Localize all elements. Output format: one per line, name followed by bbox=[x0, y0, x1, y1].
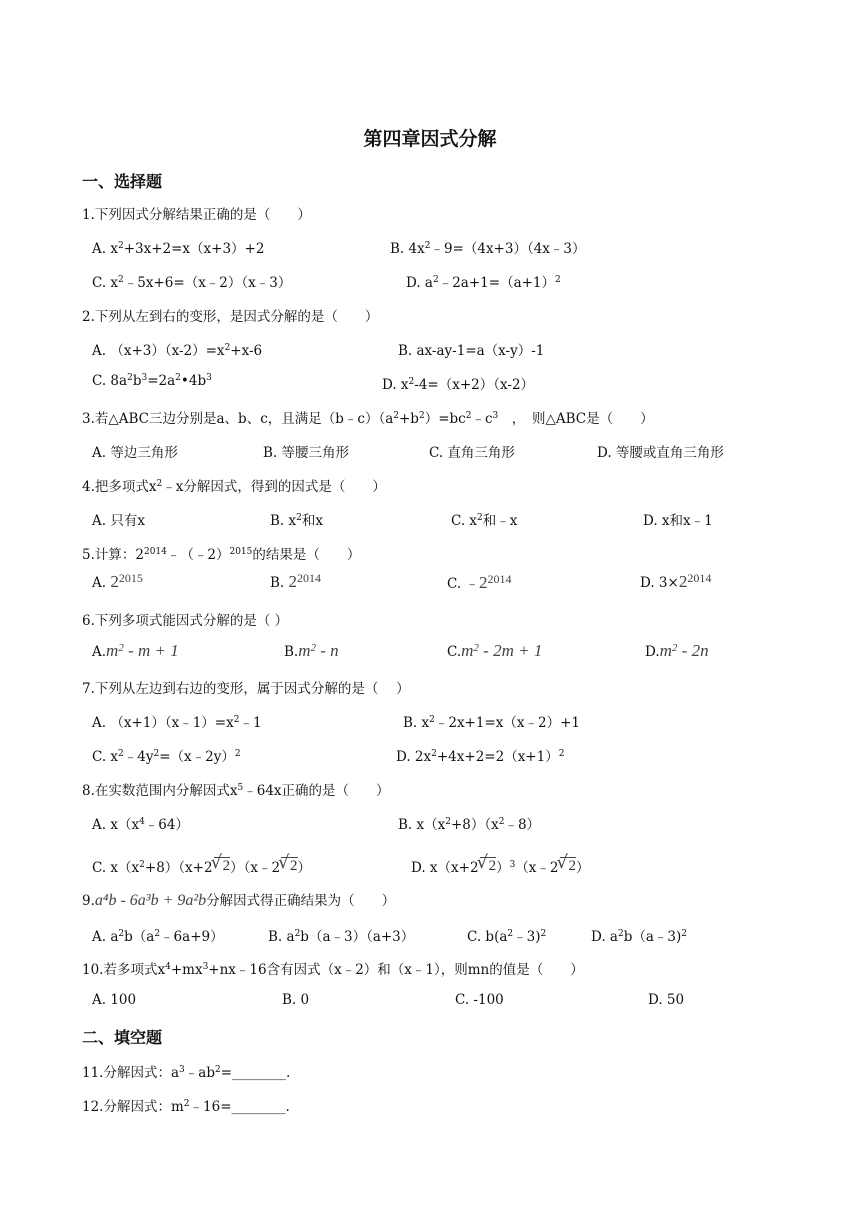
question-11: 11.分解因式：$a^3﹣ab^2=\_\_\_\_\_\_\_\_$. bbox=[82, 1065, 291, 1081]
question-7-option-a: A. $(x+1)(x﹣1)=x^2﹣1$ bbox=[92, 715, 262, 731]
question-2-option-a: A. $(x+3)(x-2)=x^2+x-6$ bbox=[92, 343, 263, 359]
question-2-option-b: B. ax-ay-1=a（x-y）-1 bbox=[398, 343, 545, 359]
question-7-option-c: C. $x^2﹣4y^2=(x﹣2y)^2$ bbox=[92, 749, 241, 765]
question-5-option-b: B. $2^{2014}$ bbox=[270, 571, 322, 591]
question-1-option-c: C. $x^2﹣5x+6=(x﹣2)(x﹣3)$ bbox=[92, 275, 292, 291]
question-5-option-a: A. $2^{2015}$ bbox=[92, 571, 143, 591]
question-1-stem: 1.下列因式分解结果正确的是（ ） bbox=[82, 207, 311, 223]
question-6-stem: 6.下列多项式能因式分解的是（ ） bbox=[82, 613, 289, 629]
sqrt-symbol: √ 2 bbox=[214, 857, 231, 874]
question-5-stem: 5.计算：$2^{2014}﹣(﹣2)^{2015}$的结果是（ ） bbox=[82, 547, 361, 563]
question-7-option-b: B. $x^2﹣2x+1=x(x﹣2)+1$ bbox=[403, 715, 580, 731]
question-8-option-c: C. $x(x^2+8)(x+2√$ 2）（x﹣2√ 2） bbox=[92, 856, 311, 876]
polynomial-expression: a⁴b - 6a³b + 9a²b bbox=[94, 892, 207, 909]
question-9-option-c: C. $b(a^2﹣3)^2$ bbox=[467, 929, 547, 945]
question-5-option-c: C. $﹣2^{2014}$ bbox=[447, 572, 512, 592]
question-8-stem: 8.在实数范围内分解因式$x^5﹣64x$正确的是（ ） bbox=[82, 783, 390, 799]
question-2-option-c: C. $8a^2b^3=2a^2•4b^3$ bbox=[92, 373, 212, 389]
question-3-option-d: D. 等腰或直角三角形 bbox=[597, 445, 724, 461]
question-3-option-c: C. 直角三角形 bbox=[429, 445, 515, 461]
question-6-option-c: $C.m^2 - 2m + 1$ bbox=[447, 641, 543, 660]
question-7-option-d: D. $2x^2+4x+2=2(x+1)^2$ bbox=[396, 749, 565, 765]
question-5-option-d: D. $3\times 2^{2014}$ bbox=[640, 571, 712, 591]
question-10-stem: 10.若多项式$x^4+mx^3+nx﹣16$含有因式（x﹣2）和（x﹣1），则mn的值是（ ） bbox=[82, 962, 584, 978]
question-1-option-d: D. $a^2﹣2a+1=(a+1)^2$ bbox=[406, 275, 561, 291]
question-3-stem: 3.若△ABC三边分别是a、b、c，且满足$(b﹣c)(a^2+b^2)=bc^2﹣c^3$ ， 则△ABC是（ ） bbox=[82, 411, 654, 427]
question-6-option-d: $D.m^2 - 2n$ bbox=[645, 641, 709, 660]
question-4-option-b: B. $x^2$和x bbox=[270, 513, 323, 529]
question-9-option-a: A. $a^2b(a^2﹣6a+9)$ bbox=[92, 929, 224, 945]
sqrt-symbol: √ 2 bbox=[281, 857, 298, 874]
sqrt-symbol: √ 2 bbox=[560, 857, 577, 874]
question-9-option-b: B. $a^2b(a﹣3)(a+3)$ bbox=[268, 929, 415, 945]
question-10-option-b: B. 0 bbox=[282, 992, 310, 1008]
question-3-option-b: B. 等腰三角形 bbox=[263, 445, 350, 461]
question-1-option-b: B. $4x^2﹣9=(4x+3)(4x﹣3)$ bbox=[390, 241, 586, 257]
question-7-stem: 7.下列从左边到右边的变形，属于因式分解的是（ ） bbox=[82, 681, 410, 697]
question-10-option-a: A. 100 bbox=[92, 992, 137, 1008]
question-1-option-a: A. $x^2+3x+2=x(x+3)+2$ bbox=[92, 241, 265, 257]
question-3-option-a: A. 等边三角形 bbox=[92, 445, 178, 461]
question-4-stem: 4.把多项式$x^2﹣x$分解因式，得到的因式是（ ） bbox=[82, 479, 386, 495]
question-4-option-c: C. $x^2$和﹣x bbox=[451, 513, 518, 529]
question-4-option-d: D. x和x﹣1 bbox=[643, 513, 713, 529]
section-heading-fill: 二、填空题 bbox=[82, 1028, 163, 1047]
question-10-option-d: D. 50 bbox=[648, 992, 685, 1008]
question-2-stem: 2.下列从左到右的变形，是因式分解的是（ ） bbox=[82, 309, 379, 325]
question-8-option-a: A. $x(x^4﹣64)$ bbox=[92, 817, 189, 833]
question-4-option-a: A. 只有x bbox=[92, 513, 145, 529]
page-title: 第四章因式分解 bbox=[363, 128, 497, 150]
question-2-option-d: D. $x^2-4=(x+2)(x-2)$ bbox=[382, 377, 535, 393]
section-heading-choice: 一、选择题 bbox=[82, 172, 163, 191]
question-6-option-b: $B.m^2$ - n bbox=[284, 641, 339, 660]
question-12: 12.分解因式：$m^2﹣16=\_\_\_\_\_\_\_\_$. bbox=[82, 1099, 290, 1115]
question-8-option-b: B. $x(x^2+8)(x^2﹣8)$ bbox=[398, 817, 541, 833]
question-9-stem: 9.a⁴b - 6a³b + 9a²b分解因式得正确结果为（ ） bbox=[82, 892, 396, 909]
question-9-option-d: D. $a^2b(a﹣3)^2$ bbox=[591, 929, 687, 945]
sqrt-symbol: √ 2 bbox=[480, 857, 497, 874]
question-8-option-d: D. x（x+2√ 2）$^3$（x﹣2√ 2） bbox=[411, 856, 590, 876]
question-10-option-c: C. -100 bbox=[455, 992, 504, 1008]
question-6-option-a: $A.m^2 - m + 1$ bbox=[92, 641, 179, 660]
